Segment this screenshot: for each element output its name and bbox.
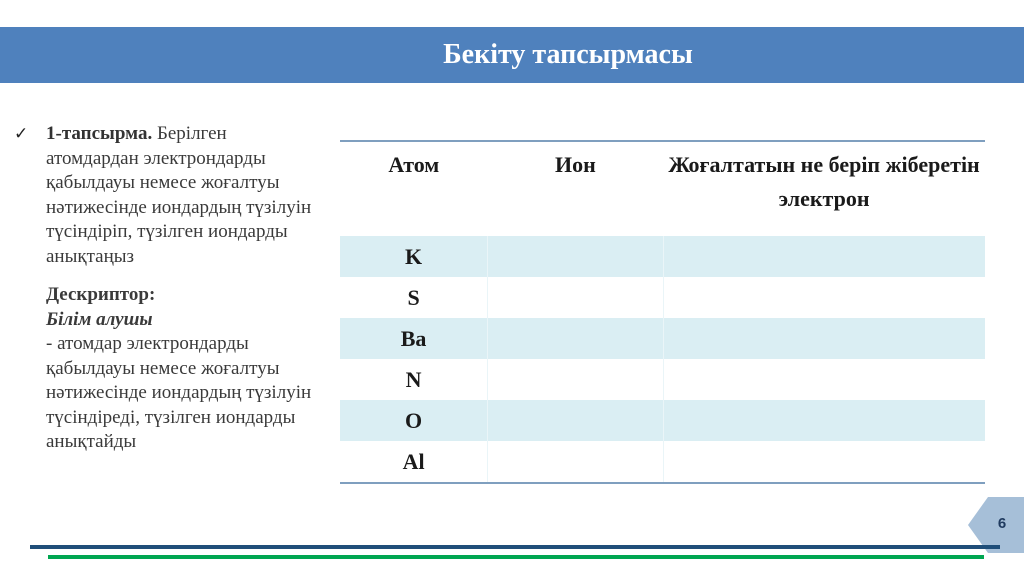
table-row: [340, 318, 985, 359]
table-row: [340, 277, 985, 318]
atom-cell: K: [340, 236, 488, 277]
electron-cell: [663, 236, 985, 277]
electron-cell: [663, 277, 985, 318]
descriptor-subtitle: Білім алушы: [46, 308, 153, 330]
header-ion: Ион: [488, 141, 663, 236]
electron-cell: [663, 318, 985, 359]
table-row: [340, 236, 985, 277]
header-atom: Атом: [340, 141, 488, 236]
electron-cell: [663, 359, 985, 400]
title-bar: [0, 27, 1024, 83]
atom-cell: S: [407, 284, 420, 310]
table-row: [340, 400, 985, 441]
atom-cell: Al: [340, 441, 488, 483]
ion-cell: [488, 359, 663, 400]
table-header-row: [340, 141, 985, 236]
electron-cell: [663, 400, 985, 441]
task-text: [46, 122, 324, 269]
ion-cell: [488, 318, 663, 359]
descriptor-title: Дескриптор:: [46, 284, 156, 305]
header-electron: Жоғалтатын не беріп жіберетін электрон: [663, 141, 985, 236]
task-label: 1-тапсырма.: [46, 123, 153, 144]
descriptor: [46, 283, 324, 455]
footer-line-green: [48, 555, 984, 559]
ion-cell: [488, 400, 663, 441]
task-body: Берілген атомдардан электрондарды қабылдауы немесе жоғалтуы нәтижесінде иондардың түзілуін түсіндіріп, түзілген иондарды анықтаңыз: [46, 123, 312, 267]
task-panel: [14, 122, 324, 455]
atom-table: [340, 140, 985, 484]
footer-line-blue: [30, 545, 1000, 549]
atom-cell: N: [405, 366, 422, 392]
ion-cell: [488, 236, 663, 277]
atom-cell: Ba: [340, 318, 488, 359]
checkmark-icon: ✓: [14, 124, 29, 144]
table-row: [340, 441, 985, 483]
slide-title: Бекіту тапсырмасы: [443, 39, 693, 70]
ion-cell: [488, 277, 663, 318]
page-number: 6: [997, 515, 1007, 532]
table-row: [340, 359, 985, 400]
electron-cell: [663, 441, 985, 483]
descriptor-text: - атомдар электрондарды қабылдауы немесе жоғалтуы нәтижесінде иондардың түзілуін түсіндіреді, түзілген иондарды анықтайды: [46, 333, 312, 452]
atom-cell: O: [340, 400, 488, 441]
ion-cell: [488, 441, 663, 483]
